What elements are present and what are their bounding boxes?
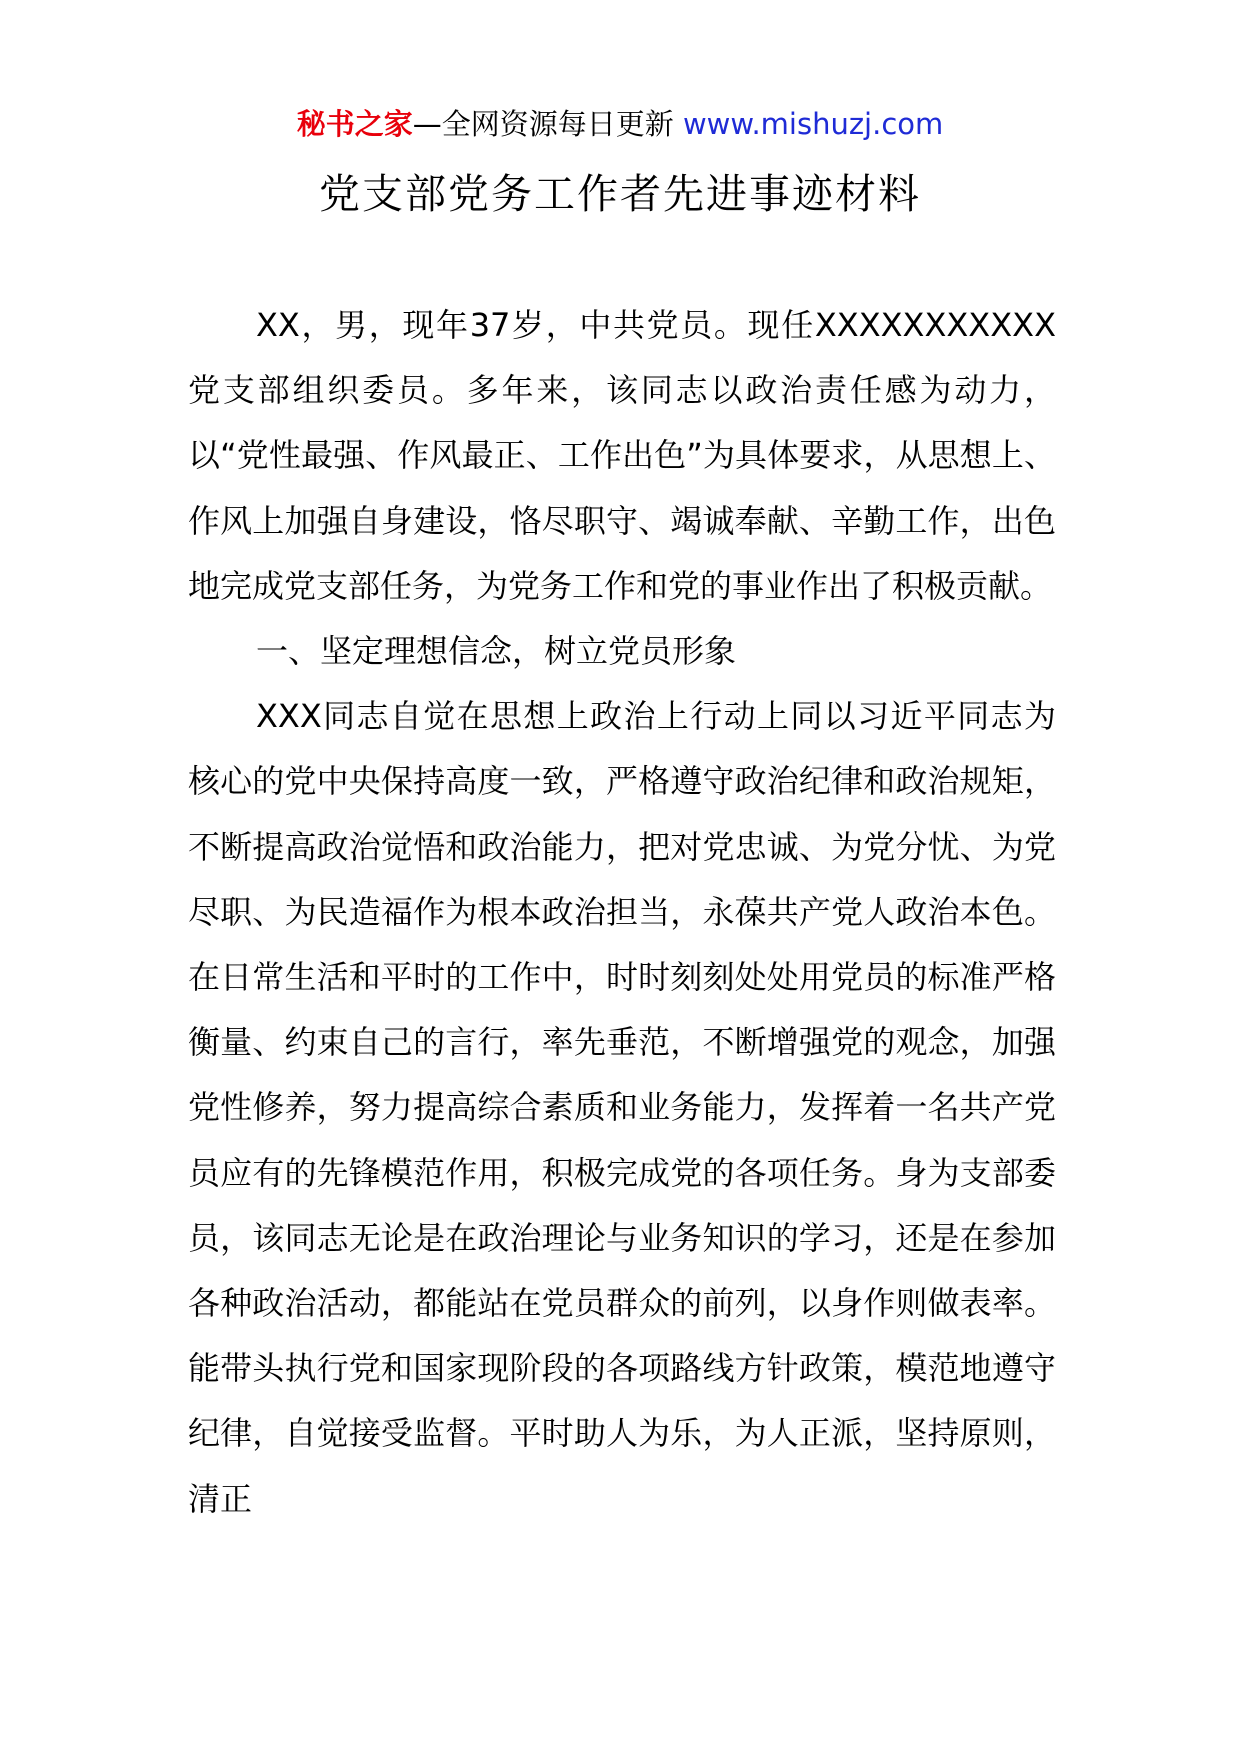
site-slogan: —全网资源每日更新 <box>412 107 674 141</box>
intro-paragraph: XX，男，现年37岁，中共党员。现任XXXXXXXXXXX党支部组织委员。多年来，该同志以政治责任感为动力，以“党性最强、作风最正、工作出色”为具体要求，从思想上、作风上加强自身建设，恪尽职守、竭诚奉献、辛勤工作，出色地完成党支部任务，为党务工作和党的事业作出了积极贡献。 <box>188 306 1056 605</box>
site-header <box>0 104 1240 144</box>
site-url[interactable]: www.mishuzj.com <box>682 107 944 141</box>
body-paragraph: XXX同志自觉在思想上政治上行动上同以习近平同志为核心的党中央保持高度一致，严格遵守政治纪律和政治规矩，不断提高政治觉悟和政治能力，把对党忠诚、为党分忧、为党尽职、为民造福作为根本政治担当，永葆共产党人政治本色。在日常生活和平时的工作中，时时刻刻处处用党员的标准严格衡量、约束自己的言行，率先垂范，不断增强党的观念，加强党性修养，努力提高综合素质和业务能力，发挥着一名共产党员应有的先锋模范作用，积极完成党的各项任务。身为支部委员，该同志无论是在政治理论与业务知识的学习，还是在参加各种政治活动，都能站在党员群众的前列，以身作则做表率。能带头执行党和国家现阶段的各项路线方针政策，模范地遵守纪律，自觉接受监督。平时助人为乐，为人正派，坚持原则，清正 <box>188 697 1056 1518</box>
document-title: 党支部党务工作者先进事迹材料 <box>319 170 921 218</box>
document-body <box>188 293 1056 1532</box>
section-heading: 一、坚定理想信念，树立党员形象 <box>256 632 737 671</box>
brand-name: 秘书之家 <box>296 107 413 141</box>
